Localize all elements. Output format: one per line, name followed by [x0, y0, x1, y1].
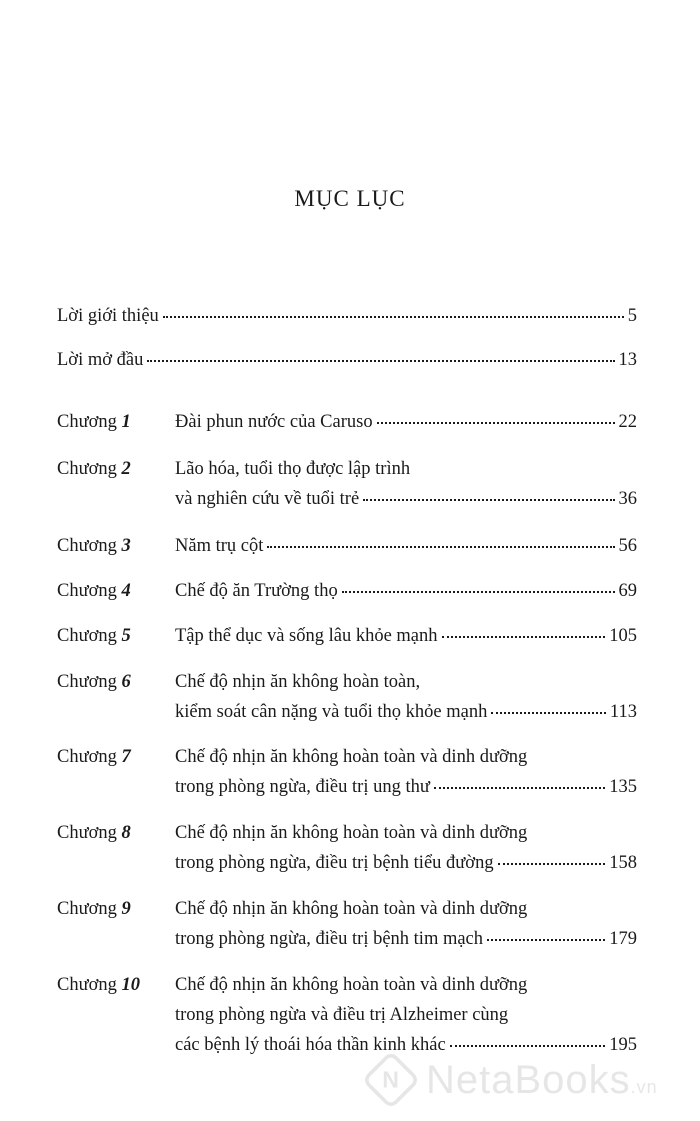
toc-entry-title: Lời mở đầu [57, 350, 144, 370]
chapter-title-text: kiểm soát cân nặng và tuổi thọ khỏe mạnh [175, 702, 488, 722]
chapter-title-line [175, 777, 637, 807]
dot-leader [147, 360, 614, 362]
dot-leader [491, 712, 606, 714]
watermark-brand: NetaBooks.vn [426, 1057, 658, 1102]
chapter-title-text: Tập thể dục và sống lâu khỏe mạnh [175, 626, 438, 646]
dot-leader [377, 422, 615, 424]
chapter-title-line [175, 489, 637, 519]
chapter-title [175, 459, 637, 519]
netabooks-logo-icon: N [361, 1050, 420, 1109]
chapter-label [57, 823, 131, 844]
chapter-title-line: trong phòng ngừa và điều trị Alzheimer cùng [175, 1005, 509, 1025]
chapter-number: 6 [121, 672, 131, 692]
dot-leader [363, 499, 614, 501]
chapter-title [175, 536, 637, 566]
chapter-word: Chương [57, 536, 122, 556]
chapter-title [175, 672, 637, 732]
chapter-title-line: Lão hóa, tuổi thọ được lập trình [175, 459, 411, 479]
toc-page-number: 36 [618, 489, 637, 509]
toc-page-number: 113 [609, 702, 637, 722]
chapter-number: 4 [121, 581, 131, 601]
toc-page-number: 105 [609, 626, 637, 646]
chapter-title-line [175, 536, 637, 566]
chapter-number: 8 [121, 823, 131, 843]
chapter-title-text: Năm trụ cột [175, 536, 264, 556]
dot-leader [163, 316, 624, 318]
chapter-title-line: Chế độ nhịn ăn không hoàn toàn và dinh dưỡng [175, 899, 528, 919]
chapter-label [57, 747, 131, 768]
dot-leader [498, 863, 606, 865]
chapter-title [175, 823, 637, 883]
chapter-label [57, 975, 140, 996]
chapter-title [175, 747, 637, 807]
toc-page-number: 69 [618, 581, 637, 601]
chapter-number: 5 [121, 626, 131, 646]
chapter-title-text: và nghiên cứu về tuổi trẻ [175, 489, 360, 509]
toc-page-number: 56 [618, 536, 637, 556]
dot-leader [442, 636, 606, 638]
chapter-title-line: Chế độ nhịn ăn không hoàn toàn và dinh dưỡng [175, 823, 528, 843]
chapter-title-text: trong phòng ngừa, điều trị bệnh tiểu đường [175, 853, 494, 873]
chapter-label [57, 412, 131, 433]
chapter-number: 3 [121, 536, 131, 556]
chapter-title-line [175, 626, 637, 656]
toc-page-number: 135 [609, 777, 637, 797]
chapter-title-line [175, 702, 637, 732]
dot-leader [342, 591, 615, 593]
toc-line [57, 306, 637, 327]
chapter-word: Chương [57, 747, 122, 767]
toc-page-number: 158 [609, 853, 637, 873]
toc-page-number: 195 [609, 1035, 637, 1055]
chapter-word: Chương [57, 823, 122, 843]
chapter-title [175, 412, 637, 442]
chapter-title-line: Chế độ nhịn ăn không hoàn toàn và dinh dưỡng [175, 975, 528, 995]
page-title: MỤC LỤC [294, 186, 406, 211]
chapter-word: Chương [57, 459, 122, 479]
chapter-word: Chương [57, 672, 122, 692]
chapter-title-text: Đài phun nước của Caruso [175, 412, 373, 432]
chapter-word: Chương [57, 581, 122, 601]
toc-page-number: 5 [627, 306, 637, 326]
chapter-title-text: Chế độ ăn Trường thọ [175, 581, 338, 601]
watermark [362, 1047, 692, 1113]
chapter-word: Chương [57, 899, 122, 919]
chapter-number: 7 [121, 747, 131, 767]
chapter-word: Chương [57, 412, 122, 432]
toc-entry[interactable] [57, 306, 637, 327]
chapter-number: 1 [121, 412, 131, 432]
chapter-title [175, 581, 637, 611]
chapter-label [57, 899, 131, 920]
dot-leader [434, 787, 605, 789]
chapter-label [57, 626, 131, 647]
chapter-title-text: trong phòng ngừa, điều trị ung thư [175, 777, 430, 797]
chapter-title-line [175, 853, 637, 883]
chapter-number: 10 [121, 975, 141, 995]
toc-entry-title: Lời giới thiệu [57, 306, 159, 326]
chapter-number: 2 [121, 459, 131, 479]
chapter-title [175, 626, 637, 656]
chapter-label [57, 672, 131, 693]
dot-leader [487, 939, 605, 941]
chapter-title-line [175, 412, 637, 442]
chapter-label [57, 581, 131, 602]
chapter-title-text: các bệnh lý thoái hóa thần kinh khác [175, 1035, 446, 1055]
toc-entry[interactable] [57, 350, 637, 371]
chapter-title-line: Chế độ nhịn ăn không hoàn toàn, [175, 672, 421, 692]
chapter-word: Chương [57, 626, 122, 646]
toc-page-number: 13 [618, 350, 637, 370]
toc-page-number: 179 [609, 929, 637, 949]
chapter-label [57, 459, 131, 480]
chapter-title-line [175, 929, 637, 959]
chapter-title [175, 899, 637, 959]
toc-page-number: 22 [618, 412, 637, 432]
toc-line [57, 350, 637, 371]
chapter-title-text: trong phòng ngừa, điều trị bệnh tim mạch [175, 929, 484, 949]
chapter-number: 9 [121, 899, 131, 919]
dot-leader [267, 546, 614, 548]
chapter-word: Chương [57, 975, 122, 995]
chapter-title-line [175, 581, 637, 611]
chapter-title-line: Chế độ nhịn ăn không hoàn toàn và dinh dưỡng [175, 747, 528, 767]
chapter-label [57, 536, 131, 557]
